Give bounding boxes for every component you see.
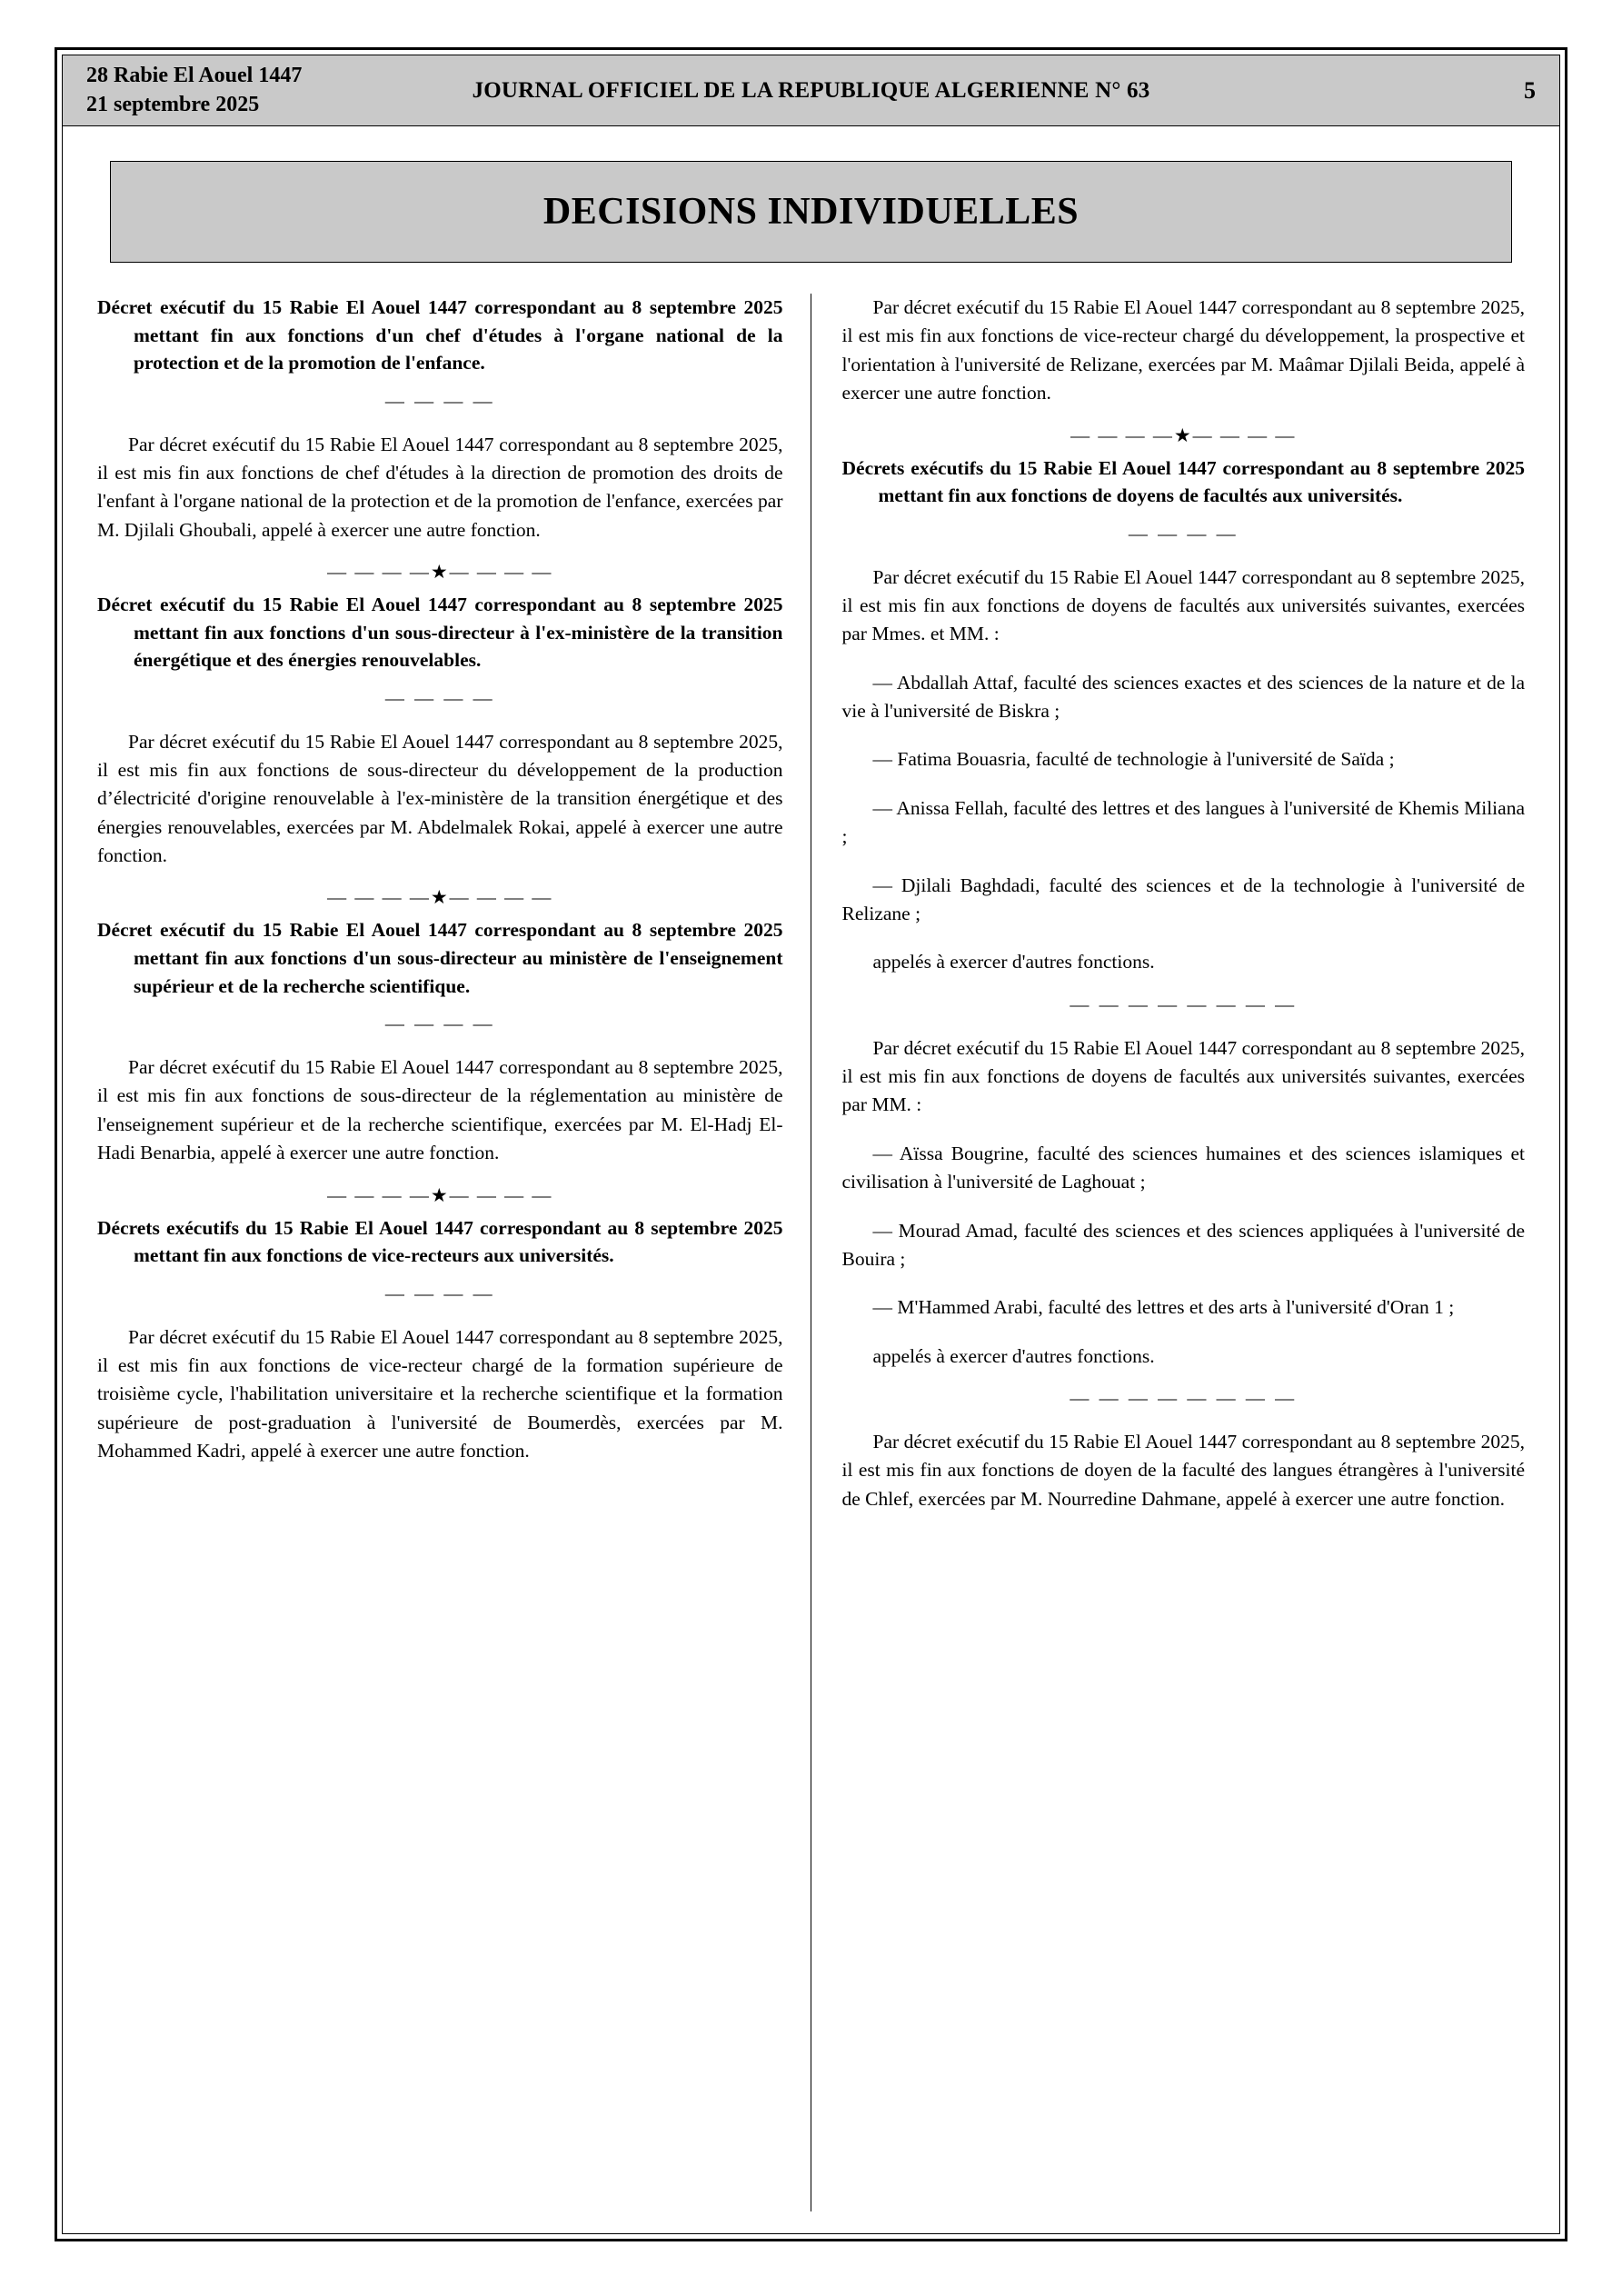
list-item: — Aïssa Bougrine, faculté des sciences humaines et des sciences islamiques et civilisation à l'université de Laghouat ; (841, 1142, 1525, 1193)
decree-heading-1-rest: 8 septembre 2025 mettant fin aux fonctions d'un chef d'études à l'organe national de la protection et de la promotion de l'enfance. (134, 296, 783, 374)
decree-heading-3-first: Décret exécutif du 15 Rabie El Aouel 1447 correspondant au (97, 919, 625, 942)
separator-star: — — — —★— — — — (327, 1183, 553, 1206)
list-item: — Anissa Fellah, faculté des lettres et des langues à l'université de Khemis Miliana ; (841, 796, 1525, 848)
decree-body-2: Par décret exécutif du 15 Rabie El Aouel 1447 correspondant au 8 septembre 2025, il est mis fin aux fonctions de sous-directeur du développement de la production d’électricité d'origine renouvelable à l'ex-ministère de la transition énergétique et des énergies renouvelables, exercées par M. Abdelmalek Rokai, appelé à exercer une autre fonction. (97, 730, 783, 867)
decree-heading-2-first: Décret exécutif du 15 Rabie El Aouel 1447 correspondant au (97, 594, 625, 616)
decree-closing-2: appelés à exercer d'autres fonctions. (872, 1344, 1155, 1367)
separator-short-dashes: — — — — (384, 1282, 495, 1304)
separator-long-dashes: — — — — — — — — (1070, 1387, 1298, 1410)
separator-short-dashes: — — — — (384, 686, 495, 709)
section-title: DECISIONS INDIVIDUELLES (542, 191, 1080, 233)
decree-block-2 (97, 591, 783, 907)
section-title-box (110, 161, 1512, 263)
decree-heading-3 (97, 916, 783, 1000)
right-column (811, 294, 1526, 2211)
header-date-hijri: 28 Rabie El Aouel 1447 (86, 63, 303, 87)
separator-star: — — — —★— — — — (327, 886, 553, 909)
separator-long-dashes: — — — — — — — — (1070, 993, 1298, 1015)
decree-heading-1 (97, 294, 783, 377)
decree-heading-4-first: Décrets exécutifs du 15 Rabie El Aouel 1447 correspondant (97, 1216, 602, 1239)
decree-intro-1: Par décret exécutif du 15 Rabie El Aouel 1447 correspondant au 8 septembre 2025, il est mis fin aux fonctions de doyens de facultés aux universités suivantes, exercées par Mmes. et MM. : (841, 565, 1525, 645)
decree-heading-1-first: Décret exécutif du 15 Rabie El Aouel 1447 correspondant au (97, 296, 625, 318)
header-date-gregorian: 21 septembre 2025 (86, 92, 260, 116)
left-column (97, 294, 811, 2211)
decree-closing-1: appelés à exercer d'autres fonctions. (872, 951, 1155, 973)
list-item: — Mourad Amad, faculté des sciences et des sciences appliquées à l'université de Bouira ; (841, 1219, 1525, 1270)
decree-heading-3-rest: 8 septembre 2025 mettant fin aux fonctions d'un sous-directeur au ministère de l'enseignement supérieur et de la recherche scientifique. (134, 919, 783, 997)
decree-body-1: Par décret exécutif du 15 Rabie El Aouel 1447 correspondant au 8 septembre 2025, il est mis fin aux fonctions de chef d'études à la direction de promotion des droits de l'enfant à l'organe national de la protection et de la promotion de l'enfance, exercées par M. Djilali Ghoubali, appelé à exercer une autre fonction. (97, 433, 783, 541)
page-header (63, 55, 1559, 126)
decree-heading-4 (97, 1214, 783, 1270)
decree-block-5 (842, 294, 1526, 445)
header-journal-title: JOURNAL OFFICIEL DE LA REPUBLIQUE ALGERIENNE N° 63 (472, 77, 1150, 103)
separator-star: — — — —★— — — — (327, 561, 553, 584)
decree-heading-5-rest: au 8 septembre 2025 mettant fin aux fonctions de doyens de facultés aux universités. (878, 456, 1526, 507)
page-inner-border (62, 55, 1560, 2234)
separator-short-dashes: — — — — (384, 1013, 495, 1035)
decree-heading-2 (97, 591, 783, 674)
decree-heading-2-rest: 8 septembre 2025 mettant fin aux fonctions d'un sous-directeur à l'ex-ministère de la transition énergétique et des énergies renouvelables. (134, 594, 783, 672)
separator-star: — — — —★— — — — (1070, 424, 1297, 446)
decree-block-4 (97, 1214, 783, 1466)
decree-block-1 (97, 294, 783, 582)
list-item: — Djilali Baghdadi, faculté des sciences et de la technologie à l'université de Relizane ; (841, 873, 1525, 924)
decree-block-6 (842, 454, 1526, 1514)
header-page-number: 5 (1524, 76, 1536, 104)
decree-body-4: Par décret exécutif du 15 Rabie El Aouel 1447 correspondant au 8 septembre 2025, il est mis fin aux fonctions de vice-recteur chargé de la formation supérieure de troisième cycle, l'habilitation universitaire et la recherche scientifique et la formation supérieure de post-graduation à l'université de Boumerdès, exercées par M. Mohammed Kadri, appelé à exercer une autre fonction. (97, 1325, 783, 1462)
two-column-layout (94, 294, 1528, 2211)
decree-intro-3: Par décret exécutif du 15 Rabie El Aouel 1447 correspondant au 8 septembre 2025, il est mis fin aux fonctions de doyen de la faculté des langues étrangères à l'université de Chlef, exercées par M. Nourredine Dahmane, appelé à exercer une autre fonction. (841, 1431, 1525, 1510)
decree-heading-5-first: Décrets exécutifs du 15 Rabie El Aouel 1447 correspondant (841, 456, 1344, 479)
decree-body-5: Par décret exécutif du 15 Rabie El Aouel 1447 correspondant au 8 septembre 2025, il est mis fin aux fonctions de vice-recteur chargé du développement, la prospective et l'orientation à l'université de Relizane, exercées par M. Maâmar Djilali Beida, appelé à exercer une autre fonction. (841, 296, 1525, 404)
decree-heading-4-rest: au 8 septembre 2025 mettant fin aux fonctions de vice-recteurs aux universités. (134, 1216, 783, 1267)
separator-short-dashes: — — — — (384, 389, 495, 412)
separator-short-dashes: — — — — (1128, 522, 1239, 544)
list-item: — Abdallah Attaf, faculté des sciences exactes et des sciences de la nature et de la vie à l'université de Biskra ; (841, 671, 1525, 723)
decree-block-3 (97, 916, 783, 1204)
decree-heading-5 (842, 454, 1526, 510)
page-body (63, 126, 1559, 2233)
decree-intro-2: Par décret exécutif du 15 Rabie El Aouel 1447 correspondant au 8 septembre 2025, il est mis fin aux fonctions de doyens de facultés aux universités suivantes, exercées par MM. : (841, 1036, 1525, 1116)
list-item: — M'Hammed Arabi, faculté des lettres et des arts à l'université d'Oran 1 ; (872, 1296, 1455, 1319)
page-outer-border (55, 47, 1567, 2241)
decree-body-3: Par décret exécutif du 15 Rabie El Aouel 1447 correspondant au 8 septembre 2025, il est mis fin aux fonctions de sous-directeur de la réglementation au ministère de l'enseignement supérieur et de la recherche scientifique, exercées par M. El-Hadj El-Hadi Benarbia, appelé à exercer une autre fonction. (97, 1056, 783, 1164)
list-item: — Fatima Bouasria, faculté de technologie à l'université de Saïda ; (872, 748, 1395, 771)
